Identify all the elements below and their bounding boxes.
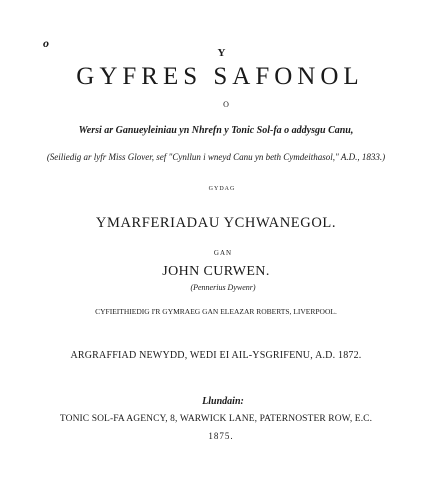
o-connector: O xyxy=(223,100,229,109)
ymarferiadau-heading: YMARFERIADAU YCHWANEGOL. xyxy=(95,215,337,231)
corner-mark: o xyxy=(43,36,49,50)
italic-subtitle: (Seiliedig ar lyfr Miss Glover, sef "Cynllun i wneyd Canu yn beth Cymdeithasol," A.D., 1833.) xyxy=(46,152,386,162)
gydag-connector: GYDAG xyxy=(208,186,236,192)
blackletter-subtitle: Wersi ar Ganueyleiniau yn Nhrefn y Tonic Sol-fa o addysgu Canu, xyxy=(78,125,354,136)
translator-line: CYFIEITHIEDIG I'R GYMRAEG GAN ELEAZAR ROBERTS, LIVERPOOL. xyxy=(95,307,337,316)
gan-connector: GAN xyxy=(213,249,233,257)
publication-year: 1875. xyxy=(208,431,234,441)
main-title: GYFRES SAFONOL xyxy=(76,63,364,90)
author-note: (Pennerius Dywenr) xyxy=(190,283,256,292)
publisher-line: TONIC SOL-FA AGENCY, 8, WARWICK LANE, PATERNOSTER ROW, E.C. xyxy=(59,414,373,424)
author-name: JOHN CURWEN. xyxy=(162,264,270,279)
y-heading: Y xyxy=(217,47,227,59)
edition-line: ARGRAFFIAD NEWYDD, WEDI EI AIL-YSGRIFENU, A.D. 1872. xyxy=(70,350,362,361)
publication-place: Llundain: xyxy=(202,396,244,407)
